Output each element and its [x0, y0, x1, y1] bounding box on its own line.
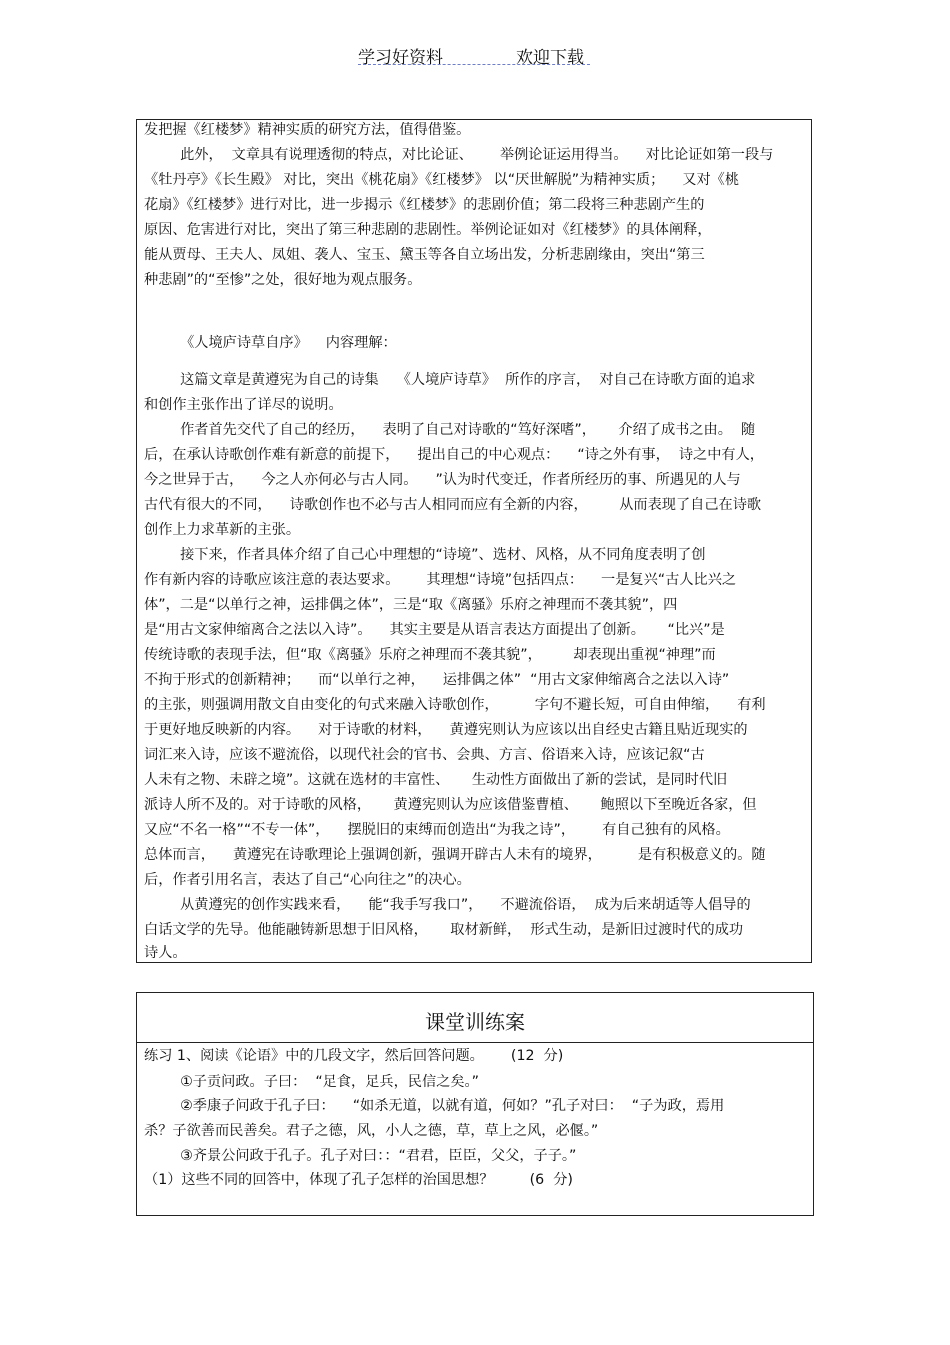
article-line: 接下来，作者具体介绍了自己心中理想的“诗境”、选材、风格，从不同角度表明了创: [144, 547, 706, 563]
question-line: （1）这些不同的回答中，体现了孔子怎样的治国思想？ (6 分): [144, 1172, 573, 1188]
exercise-line: ①子贡问政。子曰： “足食，足兵，民信之矣。”: [144, 1074, 479, 1090]
article-line: 发把握《红楼梦》精神实质的研究方法，值得借鉴。: [144, 122, 471, 138]
article-line: 又应“不名一格”“不专一体”， 摆脱旧的束缚而创造出“为我之诗”， 有自己独有的风格。: [144, 822, 730, 838]
article-line: 于更好地反映新的内容。 对于诗歌的材料， 黄遵宪则认为应该以出自经史古籍且贴近现实的: [144, 722, 748, 738]
article-line: 作者首先交代了自己的经历， 表明了自己对诗歌的“笃好深嗜”， 介绍了成书之由。 随: [144, 422, 756, 438]
article-line: 人未有之物、未辟之境”。这就在选材的丰富性、 生动性方面做出了新的尝试，是同时代旧: [144, 772, 728, 788]
training-box: [136, 992, 814, 1216]
training-title-row: [137, 993, 813, 1043]
article-line: 和创作主张作出了详尽的说明。: [144, 397, 343, 413]
article-line: 种悲剧”的“至惨”之处，很好地为观点服务。: [144, 272, 422, 288]
article-line: 传统诗歌的表现手法，但“取《离骚》乐府之神理而不袭其貌”， 却表现出重视“神理”而: [144, 647, 716, 663]
header-underline: [358, 64, 590, 65]
article-line: 《牡丹亭》《长生殿》 对比，突出《桃花扇》《红楼梦》 以“厌世解脱”为精神实质； 又对《桃: [144, 172, 740, 188]
article-line: 今之世异于古， 今之人亦何必与古人同。 ”认为时代变迁，作者所经历的事、所遇见的人与: [144, 472, 741, 488]
header-right-text: 欢迎下载: [516, 48, 584, 68]
article-line: 不拘于形式的创新精神； 而“以单行之神， 运排偶之体” “用古文家伸缩离合之法以入诗”: [144, 672, 730, 688]
article-line: 是“用古文家伸缩离合之法以入诗”。 其实主要是从语言表达方面提出了创新。 “比兴”是: [144, 622, 725, 638]
article-line: 能从贾母、王夫人、凤姐、袭人、宝玉、黛玉等各自立场出发，分析悲剧缘由，突出“第三: [144, 247, 705, 263]
article-line: 总体而言， 黄遵宪在诗歌理论上强调创新，强调开辟古人未有的境界， 是有积极意义的。随: [144, 847, 766, 863]
article-line: 从黄遵宪的创作实践来看， 能“我手写我口”， 不避流俗语， 成为后来胡适等人倡导的: [144, 897, 751, 913]
article-line: 白话文学的先导。他能融铸新思想于旧风格， 取材新鲜， 形式生动，是新旧过渡时代的成功: [144, 922, 744, 938]
exercise-line: 练习 1、阅读《论语》中的几段文字，然后回答问题。 (12 分): [144, 1048, 564, 1064]
article-line: 古代有很大的不同， 诗歌创作也不必与古人相同而应有全新的内容， 从而表现了自己在诗歌: [144, 497, 762, 513]
exercise-line: ③齐景公问政于孔子。孔子对曰：：“君君，臣臣，父父，子子。”: [144, 1148, 577, 1164]
training-title: 课堂训练案: [425, 1010, 525, 1034]
article-line: 派诗人所不及的。对于诗歌的风格， 黄遵宪则认为应该借鉴曹植、 鲍照以下至晚近各家，但: [144, 797, 757, 813]
article-line: 后，作者引用名言，表达了自己“心向往之”的决心。: [144, 872, 471, 888]
article-line: 花扇》《红楼梦》进行对比，进一步揭示《红楼梦》的悲剧价值；第二段将三种悲剧产生的: [144, 197, 705, 213]
article-line: 作有新内容的诗歌应该注意的表达要求。 其理想“诗境”包括四点： 一是复兴“古人比兴之: [144, 572, 737, 588]
article-line: 此外， 文章具有说理透彻的特点，对比论证、 举例论证运用得当。 对比论证如第一段与: [144, 147, 774, 163]
article-box: [136, 119, 812, 963]
article-line: 的主张，则强调用散文自由变化的句式来融入诗歌创作， 字句不避长短，可自由伸缩， 有利: [144, 697, 766, 713]
header-left-text: 学习好资料: [358, 48, 443, 68]
article-line: 诗人。: [144, 945, 187, 961]
section-heading: 《人境庐诗草自序》 内容理解：: [144, 335, 397, 351]
exercise-line: ②季康子问政于孔子曰： “如杀无道，以就有道，何如？”孔子对曰： “子为政，焉用: [144, 1098, 725, 1114]
article-line: 创作上力求革新的主张。: [144, 522, 301, 538]
page-header: [0, 40, 950, 70]
article-line: 后，在承认诗歌创作难有新意的前提下， 提出自己的中心观点： “诗之外有事， 诗之中有人，: [144, 447, 764, 463]
exercise-line: 杀？子欲善而民善矣。君子之德，风，小人之德，草，草上之风，必偃。”: [144, 1123, 599, 1139]
article-line: 体”，二是“以单行之神，运排偶之体”，三是“取《离骚》乐府之神理而不袭其貌”，四: [144, 597, 678, 613]
article-line: 词汇来入诗，应该不避流俗，以现代社会的官书、会典、方言、俗语来入诗，应该记叙“古: [144, 747, 705, 763]
article-line: 这篇文章是黄遵宪为自己的诗集 《人境庐诗草》 所作的序言， 对自己在诗歌方面的追求: [144, 372, 756, 388]
article-line: 原因、危害进行对比，突出了第三种悲剧的悲剧性。举例论证如对《红楼梦》的具体阐释，: [144, 222, 712, 238]
